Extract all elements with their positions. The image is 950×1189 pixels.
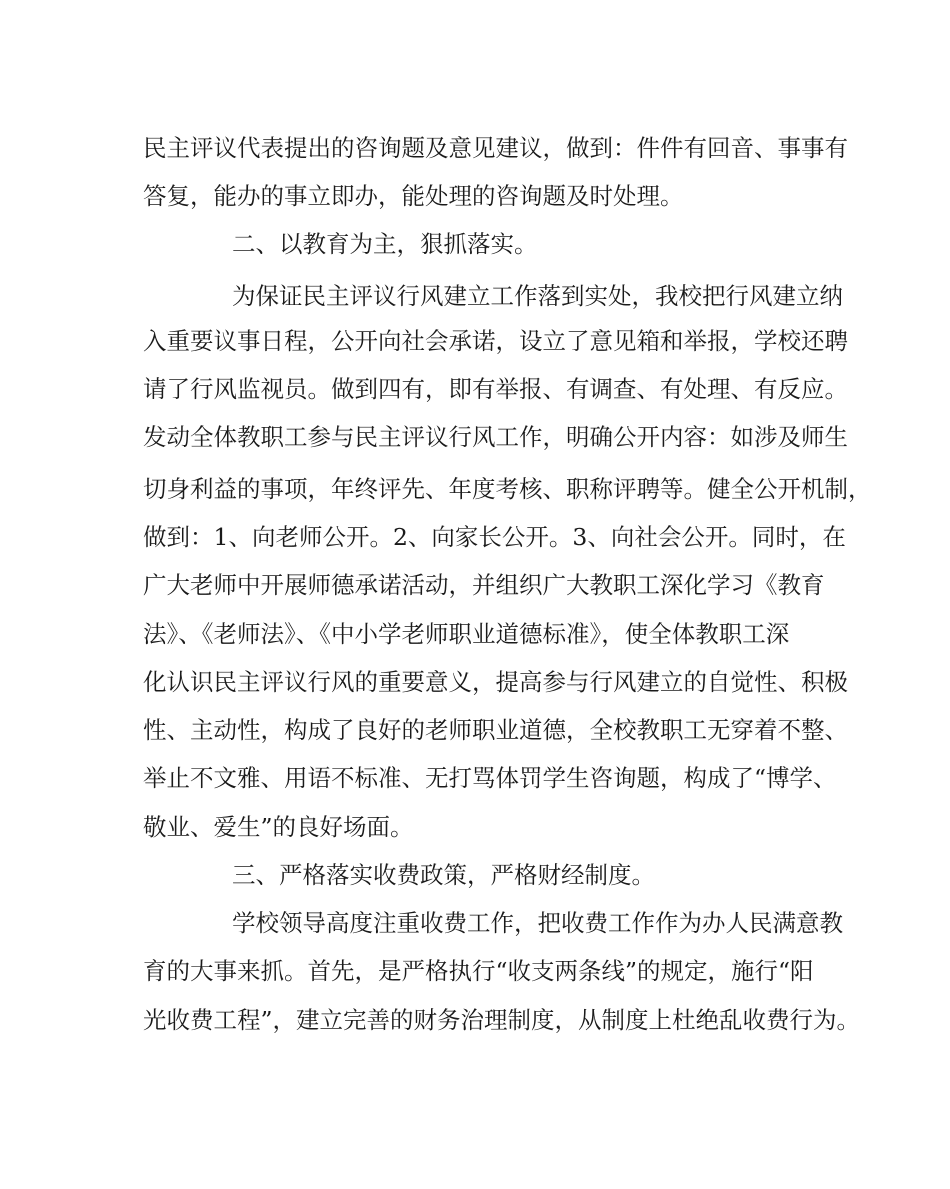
text-line: 切身利益的事项，年终评先、年度考核、职称评聘等。健全公开机制， xyxy=(143,475,872,503)
text-line: 性、主动性，构成了良好的老师职业道德，全校教职工无穿着不整、 xyxy=(143,716,848,744)
text-line: 发动全体教职工参与民主评议行风工作，明确公开内容：如涉及师生 xyxy=(143,423,848,451)
text-line: 举止不文雅、用语不标准、无打骂体罚学生咨询题，构成了“博学、 xyxy=(143,764,837,792)
text-line: 学校领导高度注重收费工作，把收费工作作为办人民满意教 xyxy=(232,909,843,937)
text-line: 请了行风监视员。做到四有，即有举报、有调查、有处理、有反应。 xyxy=(143,375,848,403)
text-line: 做到：1、向老师公开。2、向家长公开。3、向社会公开。同时，在 xyxy=(143,523,846,551)
text-line: 入重要议事日程，公开向社会承诺，设立了意见箱和举报，学校还聘 xyxy=(143,327,848,355)
text-line: 为保证民主评议行风建立工作落到实处，我校把行风建立纳 xyxy=(232,282,843,310)
text-line: 答复，能办的事立即办，能处理的咨询题及时处理。 xyxy=(143,182,684,210)
text-line: 广大老师中开展师德承诺活动，并组织广大教职工深化学习《教育 xyxy=(143,571,825,599)
text-line: 育的大事来抓。首先，是严格执行“收支两条线”的规定，施行“阳 xyxy=(143,957,814,985)
text-line: 民主评议代表提出的咨询题及意见建议，做到：件件有回音、事事有 xyxy=(143,134,848,162)
text-line: 敬业、爱生”的良好场面。 xyxy=(143,813,414,841)
section-heading: 三、严格落实收费政策，严格财经制度。 xyxy=(232,861,655,889)
section-heading: 二、以教育为主，狠抓落实。 xyxy=(232,230,538,258)
text-line: 化认识民主评议行风的重要意义，提高参与行风建立的自觉性、积极 xyxy=(143,668,848,696)
text-line: 光收费工程”，建立完善的财务治理制度，从制度上杜绝乱收费行为。 xyxy=(143,1006,861,1034)
text-line: 法》、《老师法》、《中小学老师职业道德标准》，使全体教职工深 xyxy=(143,620,790,648)
